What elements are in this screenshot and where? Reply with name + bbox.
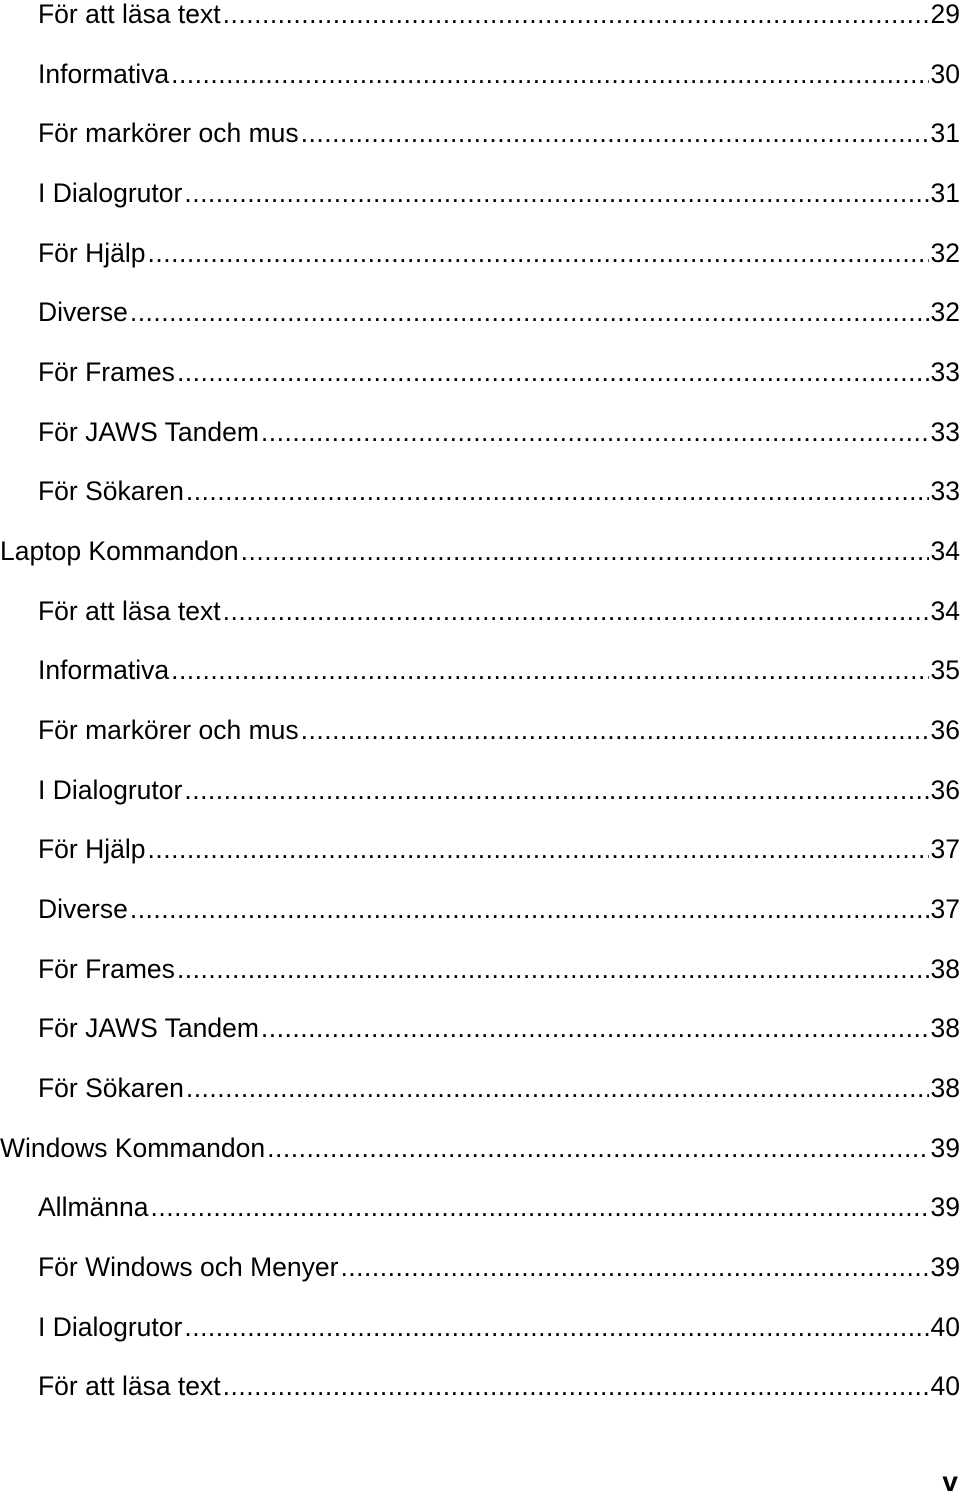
- toc-entry-title: I Dialogrutor: [38, 1312, 183, 1342]
- toc-entry-page: 36: [930, 715, 960, 745]
- toc-entry-title: För Windows och Menyer: [38, 1252, 339, 1282]
- toc-entry[interactable]: [0, 113, 960, 153]
- toc-entry-title: För markörer och mus: [38, 118, 299, 148]
- toc-dot-leader: [171, 54, 928, 94]
- toc-entry-title: Informativa: [38, 655, 170, 685]
- toc-entry-page: 34: [930, 596, 960, 626]
- toc-entry-title: Informativa: [38, 59, 170, 89]
- toc-entry[interactable]: [0, 54, 960, 94]
- toc-entry-page: 39: [930, 1252, 960, 1282]
- toc-entry[interactable]: [0, 889, 960, 929]
- toc-entry[interactable]: [0, 173, 960, 213]
- toc-entry-page: 39: [930, 1192, 960, 1222]
- toc-entry[interactable]: [0, 471, 960, 511]
- toc-section-entry[interactable]: [0, 531, 960, 571]
- toc-dot-leader: [241, 531, 929, 571]
- toc-entry-title: I Dialogrutor: [38, 178, 183, 208]
- toc-entry[interactable]: [0, 591, 960, 631]
- toc-entry-title: Diverse: [38, 894, 128, 924]
- toc-entry-title: För JAWS Tandem: [38, 1013, 259, 1043]
- toc-dot-leader: [171, 650, 928, 690]
- toc-entry-page: 38: [930, 1013, 960, 1043]
- toc-entry-page: 32: [930, 297, 960, 327]
- toc-entry[interactable]: [0, 1187, 960, 1227]
- toc-entry-page: 32: [930, 238, 960, 268]
- toc-entry[interactable]: [0, 1307, 960, 1347]
- toc-entry-title: För att läsa text: [38, 596, 221, 626]
- toc-entry-page: 38: [930, 1073, 960, 1103]
- toc-dot-leader: [184, 770, 928, 810]
- toc-dot-leader: [177, 949, 929, 989]
- toc-entry-title: Windows Kommandon: [0, 1133, 266, 1163]
- toc-entry-page: 29: [930, 0, 960, 29]
- toc-entry[interactable]: [0, 949, 960, 989]
- toc-entry-page: 37: [930, 894, 960, 924]
- toc-entry-page: 40: [930, 1312, 960, 1342]
- toc-dot-leader: [184, 1307, 928, 1347]
- toc-dot-leader: [148, 233, 929, 273]
- toc-entry[interactable]: [0, 292, 960, 332]
- toc-entry[interactable]: [0, 1366, 960, 1406]
- toc-entry-title: För Sökaren: [38, 1073, 184, 1103]
- toc-entry-page: 33: [930, 357, 960, 387]
- toc-dot-leader: [186, 471, 929, 511]
- toc-entry[interactable]: [0, 0, 960, 34]
- toc-section-entry[interactable]: [0, 1128, 960, 1168]
- toc-entry[interactable]: [0, 1247, 960, 1287]
- toc-dot-leader: [177, 352, 929, 392]
- toc-entry[interactable]: [0, 233, 960, 273]
- toc-entry[interactable]: [0, 352, 960, 392]
- toc-dot-leader: [130, 292, 929, 332]
- toc-dot-leader: [261, 1008, 929, 1048]
- toc-entry-page: 35: [930, 655, 960, 685]
- toc-entry-title: För Sökaren: [38, 476, 184, 506]
- toc-entry-title: I Dialogrutor: [38, 775, 183, 805]
- toc-dot-leader: [150, 1187, 928, 1227]
- toc-entry-title: För Hjälp: [38, 238, 146, 268]
- toc-entry-title: För markörer och mus: [38, 715, 299, 745]
- toc-entry-title: För Frames: [38, 357, 175, 387]
- toc-entry-page: 40: [930, 1371, 960, 1401]
- toc-entry[interactable]: [0, 412, 960, 452]
- toc-dot-leader: [186, 1068, 929, 1108]
- page-number: v: [942, 1466, 958, 1497]
- toc-entry-title: Laptop Kommandon: [0, 536, 239, 566]
- toc-entry[interactable]: [0, 710, 960, 750]
- toc-entry-title: Allmänna: [38, 1192, 149, 1222]
- toc-entry-page: 36: [930, 775, 960, 805]
- toc-entry-page: 31: [930, 118, 960, 148]
- toc-dot-leader: [261, 412, 929, 452]
- toc-dot-leader: [130, 889, 929, 929]
- toc-dot-leader: [340, 1247, 928, 1287]
- toc-dot-leader: [301, 113, 929, 153]
- toc-entry-page: 33: [930, 417, 960, 447]
- toc-entry[interactable]: [0, 650, 960, 690]
- toc-entry[interactable]: [0, 1008, 960, 1048]
- toc-dot-leader: [223, 0, 929, 34]
- toc-entry-page: 34: [930, 536, 960, 566]
- toc-entry-page: 30: [930, 59, 960, 89]
- toc-dot-leader: [267, 1128, 928, 1168]
- toc-entry-title: För Hjälp: [38, 834, 146, 864]
- toc-entry-page: 33: [930, 476, 960, 506]
- toc-dot-leader: [223, 1366, 929, 1406]
- toc-entry-title: För Frames: [38, 954, 175, 984]
- toc-entry[interactable]: [0, 829, 960, 869]
- toc-entry[interactable]: [0, 1068, 960, 1108]
- toc-entry-title: Diverse: [38, 297, 128, 327]
- toc-entry[interactable]: [0, 770, 960, 810]
- toc-entry-title: För att läsa text: [38, 0, 221, 29]
- toc-entry-page: 37: [930, 834, 960, 864]
- toc-entry-page: 39: [930, 1133, 960, 1163]
- toc-entry-title: För JAWS Tandem: [38, 417, 259, 447]
- toc-entry-page: 38: [930, 954, 960, 984]
- toc-dot-leader: [301, 710, 929, 750]
- toc-entry-page: 31: [930, 178, 960, 208]
- toc-dot-leader: [184, 173, 928, 213]
- toc-dot-leader: [148, 829, 929, 869]
- toc-entry-title: För att läsa text: [38, 1371, 221, 1401]
- toc-dot-leader: [223, 591, 929, 631]
